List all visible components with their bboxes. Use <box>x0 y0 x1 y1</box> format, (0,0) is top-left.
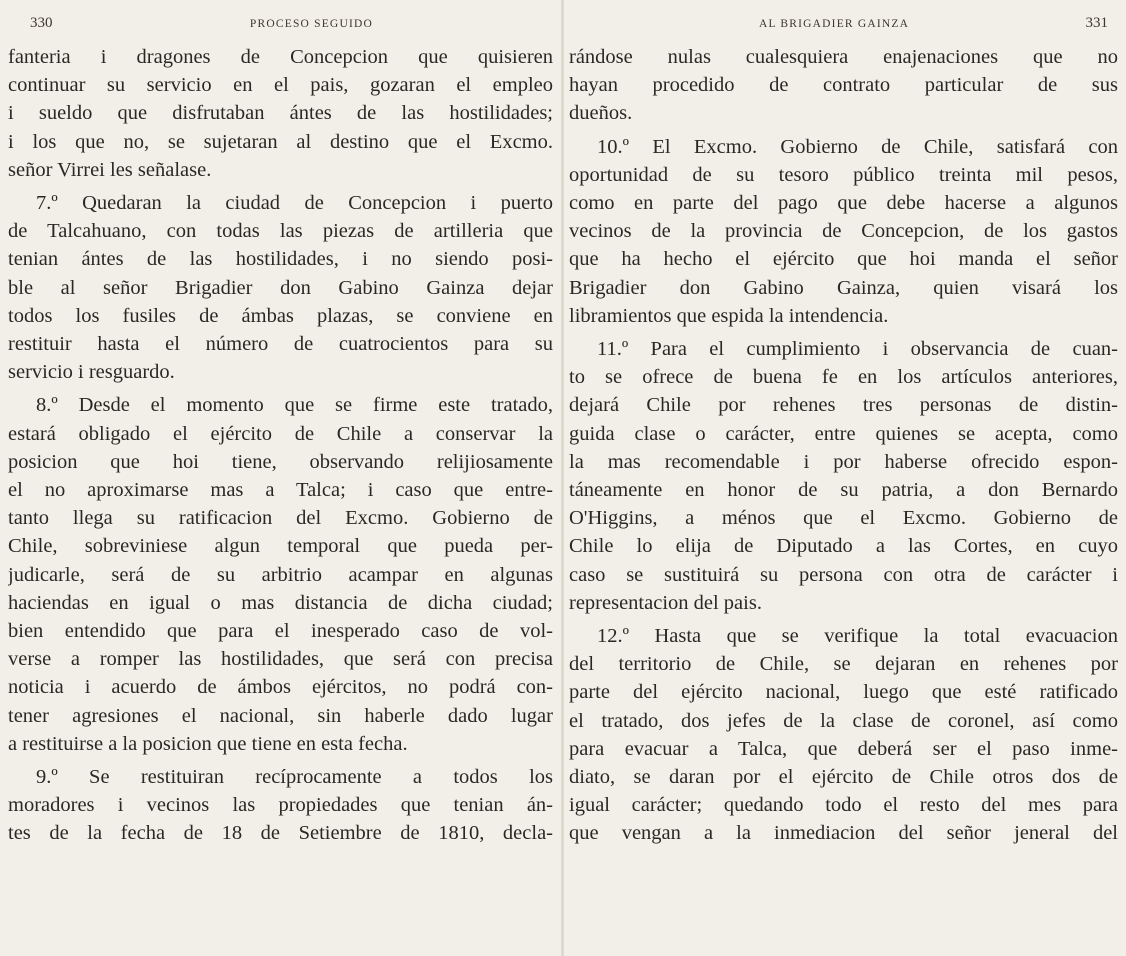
text-line: i los que no, se sujetaran al destino que el Excmo. <box>8 130 553 153</box>
text-line: que vengan a la inmediacion del señor jeneral del <box>569 822 1118 845</box>
text-line: rándose nulas cualesquiera enajenaciones que no <box>569 46 1118 68</box>
text-line: 7.º Quedaran la ciudad de Concepcion i puerto <box>36 192 553 215</box>
text-line: igual carácter; quedando todo el resto del mes para <box>569 794 1118 817</box>
text-line: posicion que hoi tiene, observando relijiosamente <box>8 450 553 473</box>
left-body-text <box>8 43 553 848</box>
text-line: el no aproximarse mas a Talca; i caso que entre- <box>8 479 553 502</box>
text-line: bien entendido que para el inesperado caso de vol- <box>8 620 553 643</box>
text-line: tes de la fecha de 18 de Setiembre de 1810, decla- <box>8 822 553 845</box>
text-line: tanto llega su ratificacion del Excmo. Gobierno de <box>8 507 553 530</box>
text-line: táneamente en honor de su patria, a don Bernardo <box>569 479 1118 502</box>
text-line: servicio i resguardo. <box>8 361 175 384</box>
text-line: tenian ántes de las hostilidades, i no siendo posi- <box>8 248 553 271</box>
right-running-title: AL BRIGADIER GAINZA <box>759 18 910 30</box>
text-line: 10.º El Excmo. Gobierno de Chile, satisfará con <box>597 135 1118 158</box>
text-line: estará obligado el ejército de Chile a conservar la <box>8 422 553 445</box>
text-line: O'Higgins, a ménos que el Excmo. Gobierno de <box>569 507 1118 530</box>
text-line: Brigadier don Gabino Gainza, quien visará los <box>569 276 1118 299</box>
text-line: Chile lo elija de Diputado a las Cortes, en cuyo <box>569 535 1118 558</box>
text-line: continuar su servicio en el pais, gozaran el empleo <box>8 74 553 97</box>
right-page <box>563 0 1126 956</box>
text-line: to se ofrece de buena fe en los artículos anteriores, <box>569 366 1118 389</box>
left-page-number: 330 <box>30 15 53 31</box>
text-line: restituir hasta el número de cuatrocientos para su <box>8 333 553 356</box>
text-line: la mas recomendable i por haberse ofrecido espon- <box>569 450 1118 473</box>
text-line: noticia i acuerdo de ámbos ejércitos, no podrá con- <box>8 676 553 699</box>
text-line: 11.º Para el cumplimiento i observancia de cuan- <box>597 338 1118 361</box>
text-line: como en parte del pago que debe hacerse a algunos <box>569 192 1118 215</box>
text-line: 9.º Se restituiran recíprocamente a todos los <box>36 766 553 789</box>
right-body-text <box>569 43 1118 848</box>
text-line: oportunidad de su tesoro público treinta mil pesos, <box>569 163 1118 186</box>
text-line: vecinos de la provincia de Concepcion, de los gastos <box>569 220 1118 243</box>
text-line: 8.º Desde el momento que se firme este tratado, <box>36 394 553 417</box>
text-line: i sueldo que disfrutaban ántes de las hostilidades; <box>8 102 553 125</box>
text-line: para evacuar a Talca, que deberá ser el paso inme- <box>569 737 1118 760</box>
text-line: dejará Chile por rehenes tres personas de distin- <box>569 394 1118 417</box>
text-line: del territorio de Chile, se dejaran en rehenes por <box>569 653 1118 676</box>
text-line: caso se sustituirá su persona con otra de carácter i <box>569 563 1118 586</box>
text-line: todos los fusiles de ámbas plazas, se conviene en <box>8 304 553 327</box>
text-line: fanteria i dragones de Concepcion que quisieren <box>8 46 553 68</box>
text-line: parte del ejército nacional, luego que esté ratificado <box>569 681 1118 704</box>
text-line: judicarle, será de su arbitrio acampar en algunas <box>8 563 553 586</box>
text-line: guida clase o carácter, entre quienes se acepta, como <box>569 422 1118 445</box>
text-line: Chile, sobreviniese algun temporal que pueda per- <box>8 535 553 558</box>
text-line: señor Virrei les señalase. <box>8 158 212 181</box>
text-line: que ha hecho el ejército que hoi manda el señor <box>569 248 1118 271</box>
text-line: dueños. <box>569 102 633 125</box>
text-line: de Talcahuano, con todas las piezas de artilleria que <box>8 220 553 243</box>
text-line: diato, se daran por el ejército de Chile otros dos de <box>569 766 1118 789</box>
text-line: libramientos que espida la intendencia. <box>569 304 889 327</box>
text-line: hayan procedido de contrato particular de sus <box>569 74 1118 97</box>
text-line: verse a romper las hostilidades, que será con precisa <box>8 648 553 671</box>
text-line: el tratado, dos jefes de la clase de coronel, así como <box>569 709 1118 732</box>
right-page-number: 331 <box>1085 15 1108 31</box>
text-line: 12.º Hasta que se verifique la total evacuacion <box>597 625 1118 648</box>
text-line: tener agresiones el nacional, sin haberle dado lugar <box>8 704 553 727</box>
text-line: a restituirse a la posicion que tiene en esta fecha. <box>8 732 408 755</box>
text-line: moradores i vecinos las propiedades que tenian án- <box>8 794 553 817</box>
text-line: representacion del pais. <box>569 591 762 614</box>
text-line: haciendas en igual o mas distancia de dicha ciudad; <box>8 591 553 614</box>
right-running-head <box>569 6 1118 40</box>
left-running-title: PROCESO SEGUIDO <box>249 18 373 30</box>
text-line: ble al señor Brigadier don Gabino Gainza dejar <box>8 276 553 299</box>
left-running-head <box>8 6 553 40</box>
